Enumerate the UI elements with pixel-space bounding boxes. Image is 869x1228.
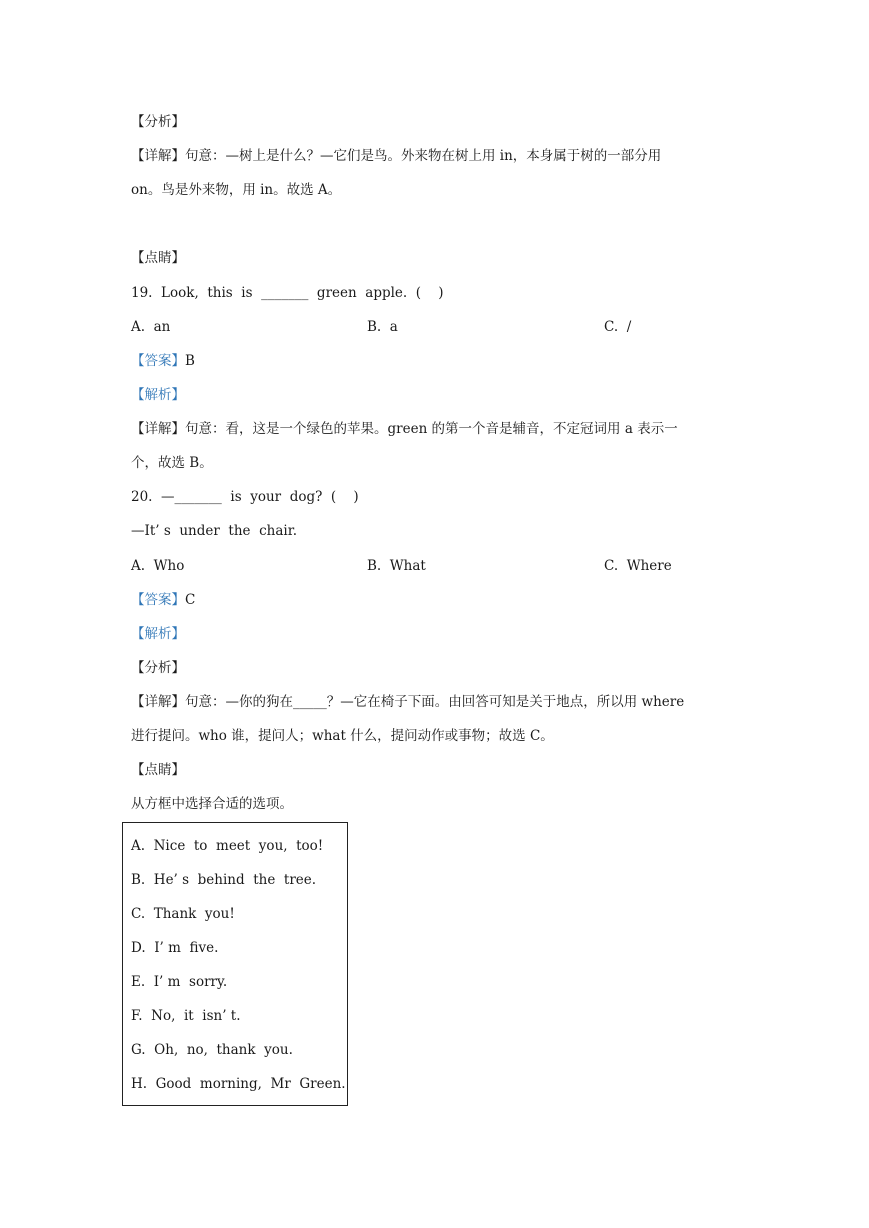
box-option: E. I’ m sorry. (131, 974, 228, 990)
q19-explanation-heading: 【解析】 (131, 387, 185, 403)
box-option: A. Nice to meet you, too! (131, 838, 324, 854)
answer-value: C (185, 592, 196, 608)
q19-answer (131, 352, 195, 370)
q19-option-a: A. an (131, 319, 171, 335)
q19-option-b: B. a (367, 319, 398, 335)
box-option: C. Thank you! (131, 906, 235, 922)
section-instruction: 从方框中选择合适的选项。 (131, 796, 293, 812)
analysis-heading-18: 【分析】 (131, 114, 185, 130)
q20-option-c: C. Where (604, 558, 672, 574)
options-box (122, 822, 348, 1106)
detail-20-line2: 进行提问。who 谁，提问人；what 什么，提问动作或事物；故选 C。 (131, 728, 554, 744)
q20-option-b: B. What (367, 558, 426, 574)
detail-20-line1: 【详解】句意：—你的狗在_____？—它在椅子下面。由回答可知是关于地点，所以用 where (131, 694, 685, 710)
answer-label: 【答案】 (131, 592, 185, 608)
q20-reply: —It’ s under the chair. (131, 523, 297, 539)
tip-heading-18: 【点睛】 (131, 250, 185, 266)
box-option: H. Good morning, Mr Green. (131, 1076, 346, 1092)
box-option: D. I’ m five. (131, 940, 219, 956)
answer-value: B (185, 353, 195, 369)
q20-answer (131, 591, 195, 609)
tip-heading-20: 【点睛】 (131, 762, 185, 778)
detail-18-line1: 【详解】句意：—树上是什么？—它们是鸟。外来物在树上用 in，本身属于树的一部分用 (131, 148, 662, 164)
q20-explanation-heading: 【解析】 (131, 626, 185, 642)
detail-18-line2: on。鸟是外来物，用 in。故选 A。 (131, 182, 342, 198)
question-19: 19. Look, this is _______ green apple. ( ) (131, 285, 444, 301)
question-20: 20. —_______ is your dog? ( ) (131, 489, 359, 505)
box-option: F. No, it isn’ t. (131, 1008, 241, 1024)
q20-option-a: A. Who (131, 558, 185, 574)
detail-19-line1: 【详解】句意：看，这是一个绿色的苹果。green 的第一个音是辅音，不定冠词用 a 表示一 (131, 421, 678, 437)
analysis-heading-20: 【分析】 (131, 660, 185, 676)
q19-option-c: C. / (604, 319, 632, 335)
box-option: B. He’ s behind the tree. (131, 872, 317, 888)
detail-19-line2: 个，故选 B。 (131, 455, 213, 471)
box-option: G. Oh, no, thank you. (131, 1042, 293, 1058)
answer-label: 【答案】 (131, 353, 185, 369)
